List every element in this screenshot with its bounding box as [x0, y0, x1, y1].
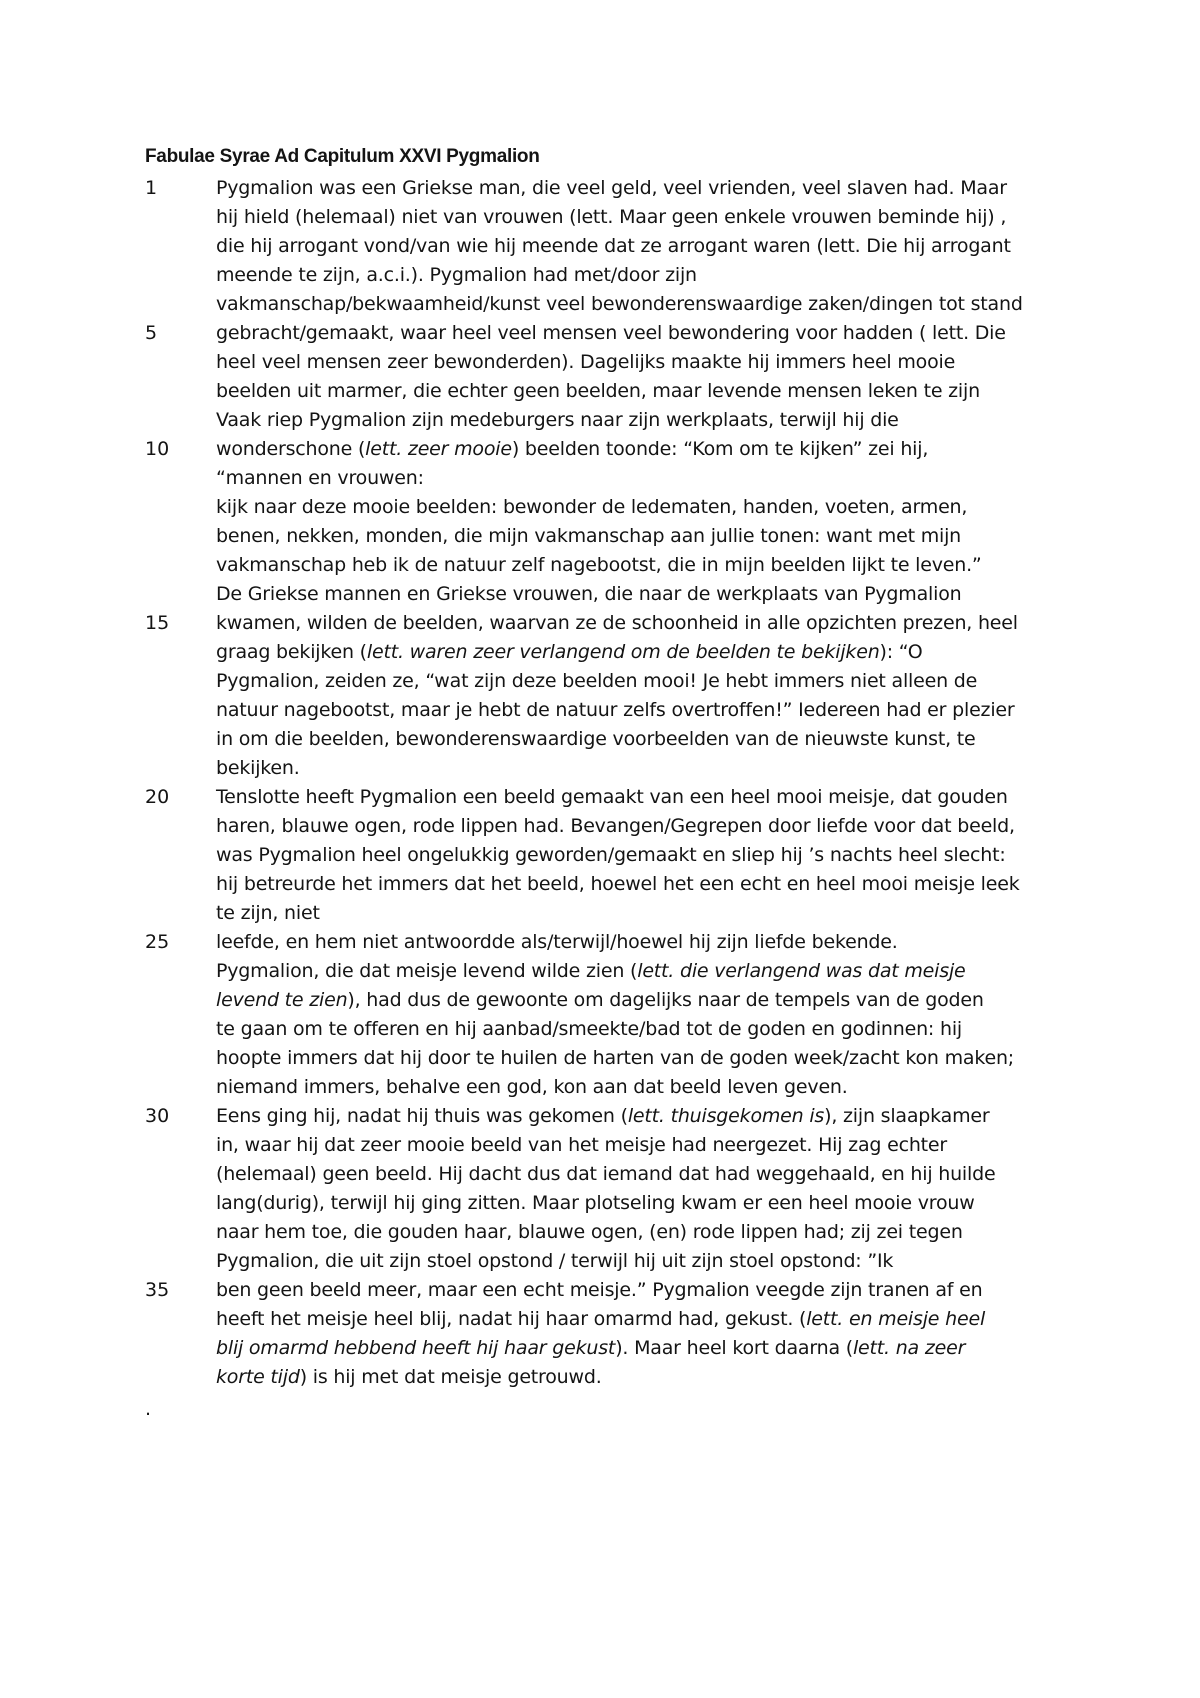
line-text: [216, 232, 1011, 261]
text-line: [0, 406, 1200, 435]
text-line: [0, 928, 1200, 957]
line-text: [216, 435, 928, 464]
text-segment: ), had dus de gewoonte om dagelijks naar de tempels van de goden: [347, 989, 984, 1011]
line-text: [216, 696, 1015, 725]
text-line: [0, 261, 1200, 290]
text-line: [0, 841, 1200, 870]
text-segment: hij betreurde het immers dat het beeld, hoewel het een echt en heel mooi meisje leek: [216, 873, 1020, 895]
text-segment: niemand immers, behalve een god, kon aan dat beeld leven geven.: [216, 1076, 848, 1098]
line-number: 1: [145, 177, 158, 199]
line-number: 5: [145, 322, 158, 344]
line-text: [216, 261, 697, 290]
text-line: [0, 319, 1200, 348]
text-line: [0, 754, 1200, 783]
line-text: [216, 174, 1007, 203]
italic-segment: lett. thuisgekomen is: [627, 1105, 825, 1127]
text-segment: Pygmalion, die dat meisje levend wilde zien (: [216, 960, 638, 982]
text-line: [0, 232, 1200, 261]
text-segment: hoopte immers dat hij door te huilen de harten van de goden week/zacht kon maken;: [216, 1047, 1014, 1069]
line-text: [216, 638, 923, 667]
line-text: [216, 725, 976, 754]
text-line: [0, 1305, 1200, 1334]
line-text: [216, 667, 977, 696]
text-line: [0, 725, 1200, 754]
line-text: [216, 522, 961, 551]
line-text: [216, 812, 1015, 841]
text-segment: in om die beelden, bewonderenswaardige voorbeelden van de nieuwste kunst, te: [216, 728, 976, 750]
line-number: 20: [145, 786, 170, 808]
italic-segment: levend te zien: [216, 989, 348, 1011]
line-text: [216, 348, 955, 377]
text-segment: De Griekse mannen en Griekse vrouwen, die naar de werkplaats van Pygmalion: [216, 583, 962, 605]
text-segment: leefde, en hem niet antwoordde als/terwijl/hoewel hij zijn liefde bekende.: [216, 931, 898, 953]
text-segment: kijk naar deze mooie beelden: bewonder de ledematen, handen, voeten, armen,: [216, 496, 968, 518]
text-line: [0, 1131, 1200, 1160]
italic-segment: blij omarmd hebbend heeft hij haar gekust: [216, 1337, 616, 1359]
line-text: [216, 203, 1006, 232]
text-segment: graag bekijken (: [216, 641, 367, 663]
line-number: 25: [145, 931, 170, 953]
text-line: [0, 348, 1200, 377]
text-line: [0, 957, 1200, 986]
text-segment: natuur nagebootst, maar je hebt de natuur zelfs overtroffen!” Iedereen had er plezier: [216, 699, 1015, 721]
text-line: [0, 493, 1200, 522]
line-text: [216, 841, 1006, 870]
italic-segment: lett. waren zeer verlangend om de beelden te bekijken: [366, 641, 880, 663]
line-text: [216, 754, 300, 783]
line-text: [216, 870, 1020, 899]
text-line: [0, 1276, 1200, 1305]
text-line: [0, 290, 1200, 319]
text-line: [0, 986, 1200, 1015]
text-line: [0, 696, 1200, 725]
line-text: [216, 1131, 947, 1160]
text-segment: ). Maar heel kort daarna (: [615, 1337, 853, 1359]
line-text: [216, 1073, 848, 1102]
text-segment: Pygmalion, die uit zijn stoel opstond / terwijl hij uit zijn stoel opstond: ”Ik: [216, 1250, 894, 1272]
line-text: [216, 1102, 989, 1131]
text-line: [0, 580, 1200, 609]
line-number: 35: [145, 1279, 170, 1301]
text-line: [0, 1073, 1200, 1102]
line-text: [216, 1334, 965, 1363]
text-segment: beelden uit marmer, die echter geen beelden, maar levende mensen leken te zijn: [216, 380, 980, 402]
text-segment: ben geen beeld meer, maar een echt meisje.” Pygmalion veegde zijn tranen af en: [216, 1279, 983, 1301]
text-segment: was Pygmalion heel ongelukkig geworden/gemaakt en sliep hij ’s nachts heel slecht:: [216, 844, 1006, 866]
text-line: [0, 667, 1200, 696]
text-line: [0, 1102, 1200, 1131]
text-segment: ): “O: [879, 641, 923, 663]
line-text: [216, 319, 1006, 348]
text-segment: in, waar hij dat zeer mooie beeld van het meisje had neergezet. Hij zag echter: [216, 1134, 948, 1156]
text-line: [0, 522, 1200, 551]
line-text: [216, 1189, 975, 1218]
text-line: [0, 1218, 1200, 1247]
line-number: 10: [145, 438, 170, 460]
line-text: [216, 1305, 985, 1334]
line-number: 30: [145, 1105, 170, 1127]
text-segment: kwamen, wilden de beelden, waarvan ze de schoonheid in alle opzichten prezen, heel: [216, 612, 1018, 634]
text-line: [0, 1044, 1200, 1073]
line-text: [216, 580, 961, 609]
text-segment: “mannen en vrouwen:: [216, 467, 424, 489]
line-text: [216, 290, 1023, 319]
text-segment: hij hield (helemaal) niet van vrouwen (lett. Maar geen enkele vrouwen beminde hij) ,: [216, 206, 1007, 228]
text-segment: heel veel mensen zeer bewonderden). Dagelijks maakte hij immers heel mooie: [216, 351, 956, 373]
text-segment: Tenslotte heeft Pygmalion een beeld gemaakt van een heel mooi meisje, dat gouden: [216, 786, 1008, 808]
text-line: [0, 551, 1200, 580]
text-line: [0, 1247, 1200, 1276]
text-segment: bekijken.: [216, 757, 300, 779]
text-line: [0, 899, 1200, 928]
italic-segment: korte tijd: [216, 1366, 300, 1388]
line-text: [216, 1015, 962, 1044]
text-line: [0, 1189, 1200, 1218]
italic-segment: lett. en meisje heel: [806, 1308, 986, 1330]
text-line: [0, 464, 1200, 493]
line-text: [216, 406, 899, 435]
line-text: [216, 464, 424, 493]
text-segment: ) is hij met dat meisje getrouwd.: [299, 1366, 602, 1388]
text-line: [0, 377, 1200, 406]
text-segment: heeft het meisje heel blij, nadat hij haar omarmd had, gekust. (: [216, 1308, 807, 1330]
line-text: [216, 1218, 963, 1247]
text-segment: meende te zijn, a.c.i.). Pygmalion had met/door zijn: [216, 264, 697, 286]
line-text: [216, 551, 982, 580]
text-line: [0, 1015, 1200, 1044]
text-segment: Eens ging hij, nadat hij thuis was gekomen (: [216, 1105, 628, 1127]
line-text: [216, 609, 1018, 638]
text-segment: Pygmalion was een Griekse man, die veel geld, veel vrienden, veel slaven had. Maar: [216, 177, 1007, 199]
line-text: [216, 1247, 893, 1276]
text-line: [0, 783, 1200, 812]
italic-segment: lett. na zeer: [852, 1337, 966, 1359]
text-segment: vakmanschap heb ik de natuur zelf nagebootst, die in mijn beelden lijkt te leven.”: [216, 554, 982, 576]
text-line: [0, 812, 1200, 841]
line-text: [216, 1044, 1014, 1073]
text-segment: Vaak riep Pygmalion zijn medeburgers naar zijn werkplaats, terwijl hij die: [216, 409, 899, 431]
line-text: [216, 377, 980, 406]
text-line: [0, 174, 1200, 203]
line-text: [216, 986, 984, 1015]
text-line: [0, 870, 1200, 899]
text-line: [0, 435, 1200, 464]
line-text: [216, 1363, 602, 1392]
text-segment: Pygmalion, zeiden ze, “wat zijn deze beelden mooi! Je hebt immers niet alleen de: [216, 670, 978, 692]
text-segment: die hij arrogant vond/van wie hij meende dat ze arrogant waren (lett. Die hij arrogant: [216, 235, 1011, 257]
line-text: [216, 783, 1008, 812]
text-segment: te gaan om te offeren en hij aanbad/smeekte/bad tot de goden en godinnen: hij: [216, 1018, 962, 1040]
text-segment: (helemaal) geen beeld. Hij dacht dus dat iemand dat had weggehaald, en hij huilde: [216, 1163, 996, 1185]
text-line: [0, 1334, 1200, 1363]
text-segment: te zijn, niet: [216, 902, 320, 924]
italic-segment: lett. die verlangend was dat meisje: [637, 960, 966, 982]
document-body: [0, 174, 1200, 1392]
line-text: [216, 928, 898, 957]
text-line: [0, 638, 1200, 667]
trailing-mark: .: [145, 1398, 152, 1420]
text-segment: ) beelden toonde: “Kom om te kijken” zei hij,: [511, 438, 929, 460]
italic-segment: lett. zeer mooie: [365, 438, 512, 460]
text-segment: haren, blauwe ogen, rode lippen had. Bevangen/Gegrepen door liefde voor dat beeld,: [216, 815, 1015, 837]
text-segment: wonderschone (: [216, 438, 366, 460]
line-number: 15: [145, 612, 170, 634]
text-line: [0, 1363, 1200, 1392]
line-text: [216, 1160, 995, 1189]
line-text: [216, 957, 966, 986]
text-segment: vakmanschap/bekwaamheid/kunst veel bewonderenswaardige zaken/dingen tot stand: [216, 293, 1023, 315]
line-text: [216, 1276, 982, 1305]
line-text: [216, 899, 320, 928]
text-segment: lang(durig), terwijl hij ging zitten. Maar plotseling kwam er een heel mooie vrouw: [216, 1192, 975, 1214]
text-line: [0, 609, 1200, 638]
text-segment: benen, nekken, monden, die mijn vakmanschap aan jullie tonen: want met mijn: [216, 525, 962, 547]
line-text: [216, 493, 967, 522]
text-line: [0, 1160, 1200, 1189]
text-segment: ), zijn slaapkamer: [824, 1105, 990, 1127]
text-segment: naar hem toe, die gouden haar, blauwe ogen, (en) rode lippen had; zij zei tegen: [216, 1221, 963, 1243]
document-title: Fabulae Syrae Ad Capitulum XXVI Pygmalion: [145, 146, 540, 167]
text-line: [0, 203, 1200, 232]
text-segment: gebracht/gemaakt, waar heel veel mensen veel bewondering voor hadden ( lett. Die: [216, 322, 1006, 344]
